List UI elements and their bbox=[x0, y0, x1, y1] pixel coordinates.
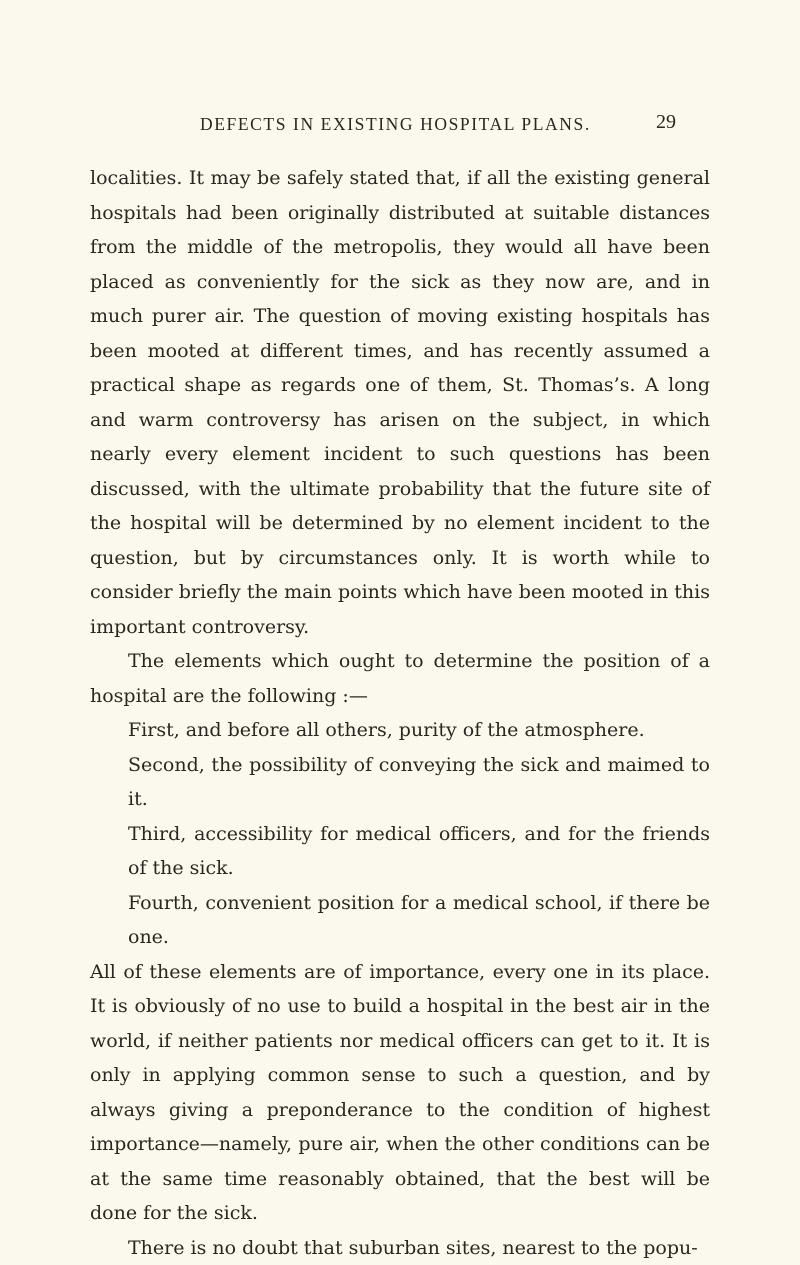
list-item-third: Third, accessibility for medical officers, and for the friends of the sick. bbox=[90, 817, 710, 886]
page-number: 29 bbox=[656, 111, 676, 134]
paragraph-2: The elements which ought to determine the position of a hospital are the following :— bbox=[90, 644, 710, 713]
list-item-fourth: Fourth, convenient position for a medical school, if there be one. bbox=[90, 886, 710, 955]
list-item-second: Second, the possibility of conveying the sick and maimed to it. bbox=[90, 748, 710, 817]
paragraph-3: All of these elements are of importance, every one in its place. It is obviously of no use to build a hospital in the best air in the world, if neither patients nor medical officers can get to it. It is only in applying common sense to such a question, and by always giving a preponderance to the condition of highest importance—namely, pure air, when the other conditions can be at the same time reasonably obtained, that the best will be done for the sick. bbox=[90, 955, 710, 1231]
running-head: DEFECTS IN EXISTING HOSPITAL PLANS. bbox=[200, 114, 620, 135]
paragraph-4: There is no doubt that suburban sites, nearest to the popu- bbox=[90, 1231, 710, 1265]
body-text bbox=[90, 161, 710, 1265]
list-item-first: First, and before all others, purity of the atmosphere. bbox=[90, 713, 710, 748]
paragraph-1: localities. It may be safely stated that, if all the existing general hospitals had been originally distributed at suitable distances from the middle of the metropolis, they would all have been placed as conveniently for the sick as they now are, and in much purer air. The question of moving existing hospitals has been mooted at different times, and has recently assumed a practical shape as regards one of them, St. Thomas’s. A long and warm controversy has arisen on the subject, in which nearly every element incident to such questions has been discussed, with the ultimate probability that the future site of the hospital will be determined by no element incident to the question, but by circumstances only. It is worth while to consider briefly the main points which have been mooted in this important controversy. bbox=[90, 161, 710, 644]
